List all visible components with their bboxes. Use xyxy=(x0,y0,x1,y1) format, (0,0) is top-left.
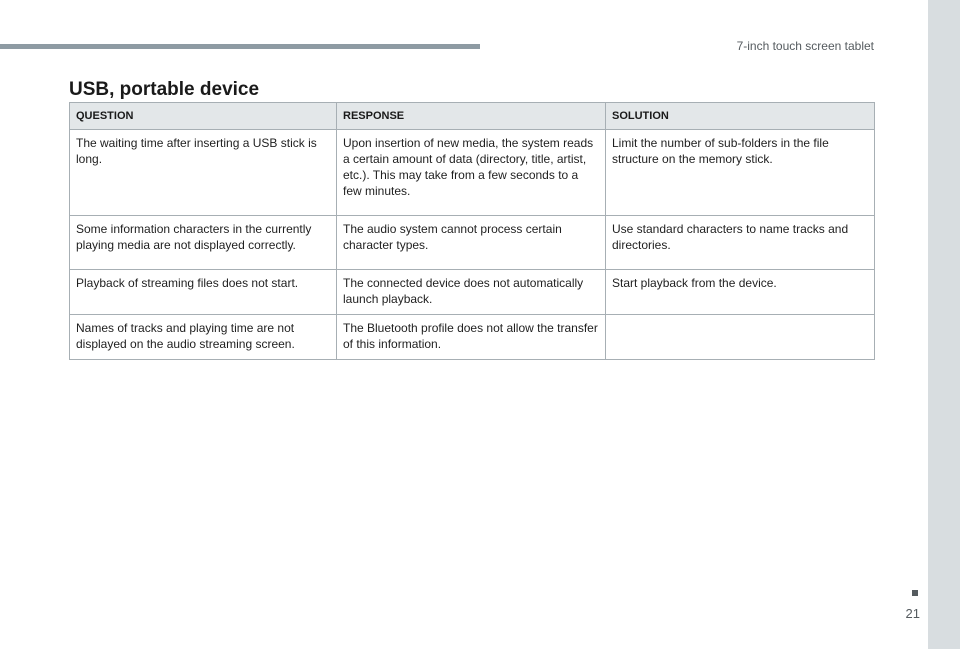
solution-cell xyxy=(606,315,875,360)
solution-cell: Start playback from the device. xyxy=(606,270,875,315)
question-cell: The waiting time after inserting a USB stick is long. xyxy=(70,130,337,216)
table-row xyxy=(70,270,875,315)
table-row xyxy=(70,315,875,360)
column-header-solution: SOLUTION xyxy=(606,103,875,130)
question-cell: Playback of streaming files does not start. xyxy=(70,270,337,315)
question-cell: Some information characters in the currently playing media are not displayed correctly. xyxy=(70,216,337,270)
table-row xyxy=(70,130,875,216)
response-cell: The connected device does not automatically launch playback. xyxy=(337,270,606,315)
header-rule xyxy=(0,44,480,49)
page-title: USB, portable device xyxy=(69,78,260,100)
table-row xyxy=(70,216,875,270)
running-head: 7-inch touch screen tablet xyxy=(736,39,874,53)
response-cell: Upon insertion of new media, the system reads a certain amount of data (directory, title, artist, etc.). This may take from a few seconds to a few minutes. xyxy=(337,130,606,216)
solution-cell: Limit the number of sub-folders in the file structure on the memory stick. xyxy=(606,130,875,216)
page-number: 21 xyxy=(905,606,920,621)
column-header-response: RESPONSE xyxy=(337,103,606,130)
end-marker xyxy=(912,590,918,596)
table-header-row xyxy=(70,103,875,130)
response-cell: The audio system cannot process certain character types. xyxy=(337,216,606,270)
response-cell: The Bluetooth profile does not allow the transfer of this information. xyxy=(337,315,606,360)
column-header-question: QUESTION xyxy=(70,103,337,130)
question-cell: Names of tracks and playing time are not displayed on the audio streaming screen. xyxy=(70,315,337,360)
solution-cell: Use standard characters to name tracks and directories. xyxy=(606,216,875,270)
side-strip xyxy=(928,0,960,649)
troubleshooting-table xyxy=(69,102,875,360)
